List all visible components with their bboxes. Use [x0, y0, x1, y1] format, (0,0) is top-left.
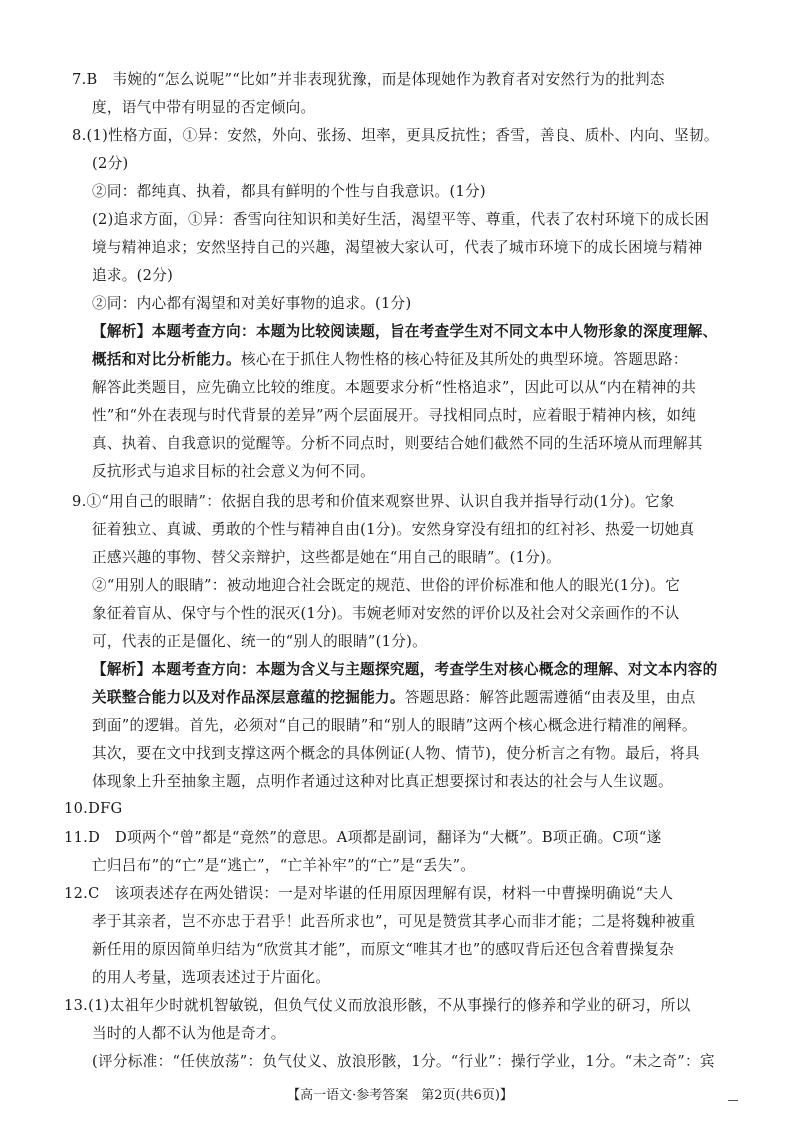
text-line: 关联整合能力以及对作品深层意蕴的挖掘能力。答题思路：解答此题需遵循“由表及里，由点: [92, 689, 696, 706]
text-line: 12.C 该项表述存在两处错误：一是对毕谌的任用原因理解有误，材料一中曹操明确说“夫人: [64, 885, 674, 902]
text-line: ②同：都纯真、执着，都具有鲜明的个性与自我意识。(1分): [92, 183, 486, 200]
page-footer: 【高一语文·参考答案 第2页(共6页)】: [287, 1088, 513, 1103]
text-line: 【解析】本题考查方向：本题为比较阅读题，旨在考查学生对不同文本中人物形象的深度理解、: [92, 323, 718, 340]
text-line: 解答此类题目，应先确立比较的维度。本题要求分析“性格追求”，因此可以从“内在精神的共: [92, 379, 697, 396]
text-line: 真、执着、自我意识的觉醒等。分析不同点时，则要结合她们截然不同的生活环境从而理解其: [92, 435, 703, 452]
text-line: 13.(1)太祖年少时就机智敏锐，但负气仗义而放浪形骸，不从事操行的修养和学业的研习，所以: [64, 997, 691, 1014]
text-line: 11.D D项两个“曾”都是“竟然”的意思。A项都是副词，翻译为“大概”。B项正确。C项“遂: [64, 829, 662, 846]
text-line: 体现象上升至抽象主题，点明作者通过这种对比真正想要探讨和表达的社会与人生议题。: [92, 773, 673, 790]
text-line: (2分): [92, 155, 129, 172]
text-line: 反抗形式与追求目标的社会意义为何不同。: [92, 463, 375, 480]
text-line: 追求。(2分): [92, 267, 174, 284]
text-line: 其次，要在文中找到支撑这两个概念的具体例证(人物、情节)，使分析言之有物。最后，将具: [92, 745, 700, 762]
text-line: 征着独立、真诚、勇敢的个性与精神自由(1分)。安然身穿没有纽扣的红衬衫、热爱一切她真: [92, 521, 695, 538]
text-line: (2)追求方面，①异：香雪向往知识和美好生活，渴望平等、尊重，代表了农村环境下的成长困: [92, 211, 710, 228]
text-line: 9.①“用自己的眼睛”：依据自我的思考和价值来观察世界、认识自我并指导行动(1分)。它象: [72, 493, 675, 510]
text-line: 的用人考量，选项表述过于片面化。: [92, 969, 331, 986]
text-line: 8.(1)性格方面，①异：安然，外向、张扬、坦率，更具反抗性；香雪，善良、质朴、内向、坚韧。: [72, 127, 719, 144]
text-line: 正感兴趣的事物、替父亲辩护，这些都是她在“用自己的眼睛”。(1分)。: [92, 549, 562, 566]
text-line: 10.DFG: [64, 800, 123, 817]
text-line: ②“用别人的眼睛”：被动地迎合社会既定的规范、世俗的评价标准和他人的眼光(1分)。它: [92, 577, 681, 594]
text-line: 亡归吕布”的“亡”是“逃亡”，“亡羊补牢”的“亡”是“丢失”。: [92, 857, 476, 874]
text-line: 到面”的逻辑。首先，必须对“自己的眼睛”和“别人的眼睛”这两个核心概念进行精准的阐释。: [92, 717, 697, 734]
text-line: 性”和“外在表现与时代背景的差异”两个层面展开。寻找相同点时，应着眼于精神内核，如纯: [92, 407, 697, 424]
text-line: 境与精神追求；安然坚持自己的兴趣，渴望被大家认可，代表了城市环境下的成长困境与精神: [92, 239, 703, 256]
bold-prefix: 概括和对比分析能力。: [92, 351, 241, 368]
bold-prefix: 关联整合能力以及对作品深层意蕴的挖掘能力。: [92, 689, 405, 706]
text-line: 【解析】本题考查方向：本题为含义与主题探究题，考查学生对核心概念的理解、对文本内容的: [92, 661, 718, 678]
text-line: 孝于其亲者，岂不亦忠于君乎！此吾所求也”，可见是赞赏其孝心而非才能；二是将魏种被重: [92, 913, 696, 930]
text-line: 7.B 韦婉的“怎么说呢”“比如”并非表现犹豫，而是体现她作为教育者对安然行为的批判态: [72, 71, 665, 88]
text-line: (评分标准：“任侠放荡”：负气仗义、放浪形骸，1分。“行业”：操行学业，1分。“未之奇”：宾: [92, 1053, 715, 1070]
text-line: 象征着盲从、保守与个性的泯灭(1分)。韦婉老师对安然的评价以及社会对父亲画作的不认: [92, 605, 680, 622]
corner-mark: [728, 1100, 738, 1101]
text-line: 可，代表的正是僵化、统一的“别人的眼睛”(1分)。: [92, 633, 427, 650]
text-line: 度，语气中带有明显的否定倾向。: [92, 99, 316, 116]
text-line: ②同：内心都有渴望和对美好事物的追求。(1分): [92, 295, 412, 312]
text-line: 当时的人都不认为他是奇才。: [92, 1025, 286, 1042]
text-line: 新任用的原因简单归结为“欣赏其才能”，而原文“唯其才也”的感叹背后还包含着曹操复杂: [92, 941, 675, 958]
text-line: 概括和对比分析能力。核心在于抓住人物性格的核心特征及其所处的典型环境。答题思路：: [92, 351, 688, 368]
